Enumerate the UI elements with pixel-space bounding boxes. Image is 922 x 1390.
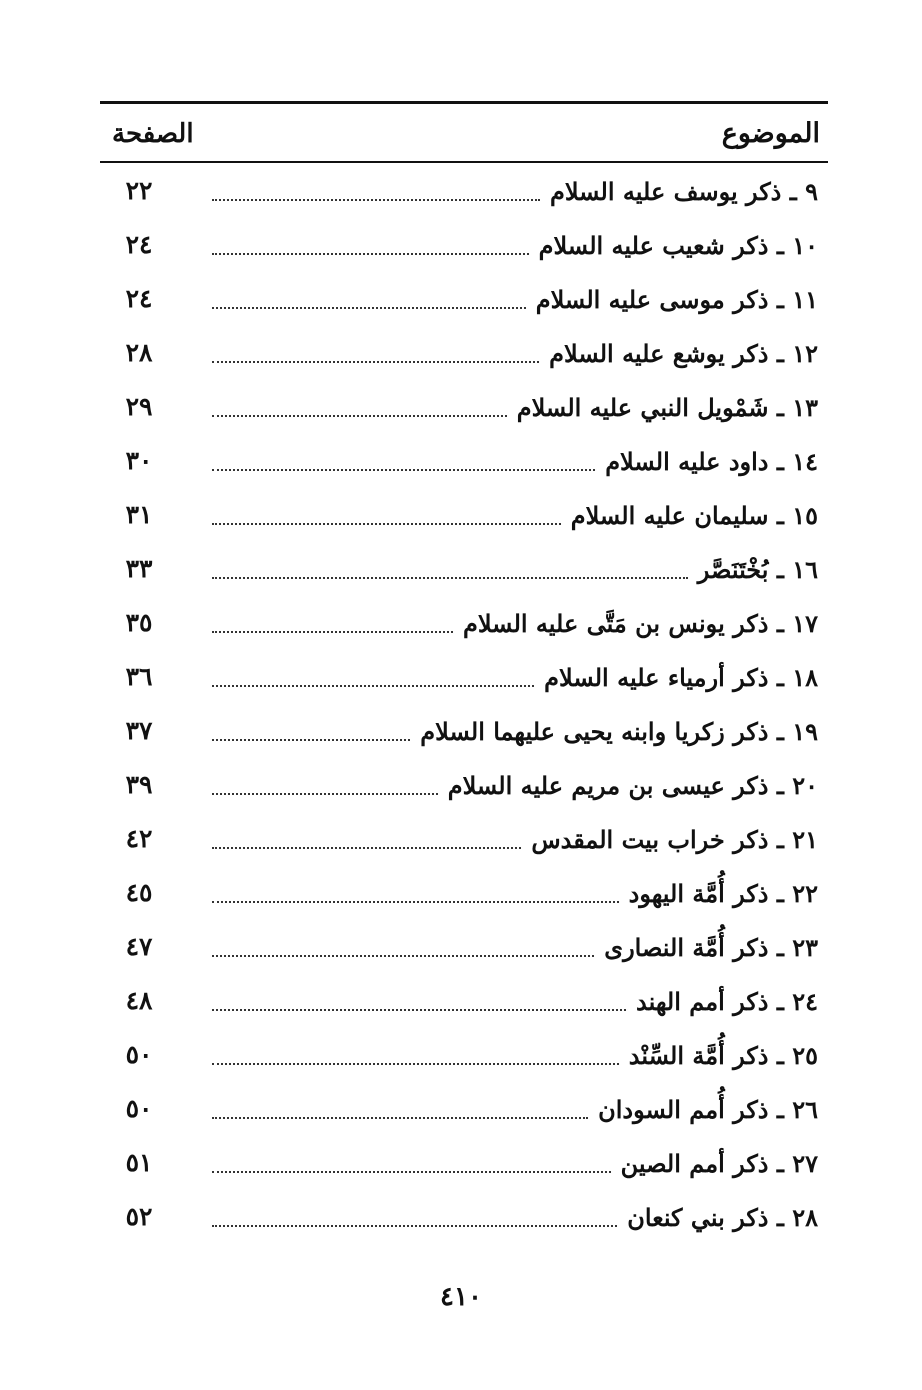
page-number: ٤١٠: [440, 1282, 482, 1312]
toc-entry-title: ٢٣ ـ ذكر أُمَّة النصارى: [604, 932, 818, 962]
toc-entry-page: ٢٤: [125, 230, 153, 259]
toc-entry-title: ٢٤ ـ ذكر أمم الهند: [636, 986, 818, 1016]
toc-entry-title: ٩ ـ ذكر يوسف عليه السلام: [549, 176, 818, 206]
toc-entries: [100, 164, 828, 1244]
subject-column-heading: الموضوع: [721, 118, 820, 149]
toc-entry: [100, 488, 828, 542]
dot-leader: [212, 739, 410, 741]
dot-leader: [212, 415, 507, 417]
toc-entry: [100, 704, 828, 758]
toc-entry-page: ٣١: [125, 500, 153, 529]
dot-leader: [212, 955, 594, 957]
toc-entry-page: ٣٥: [125, 608, 153, 637]
dot-leader: [212, 1225, 617, 1227]
toc-entry-title: ١٥ ـ سليمان عليه السلام: [570, 500, 818, 530]
toc-entry-title: ١٦ ـ بُخْتَنَصَّر: [697, 554, 818, 584]
header-rule: [100, 161, 828, 163]
toc-entry-page: ٢٤: [125, 284, 153, 313]
dot-leader: [212, 253, 529, 255]
dot-leader: [212, 469, 595, 471]
toc-entry: [100, 434, 828, 488]
toc-entry-title: ٢٨ ـ ذكر بني كنعان: [627, 1202, 818, 1232]
toc-entry: [100, 866, 828, 920]
toc-entry-page: ٢٩: [125, 392, 153, 421]
toc-entry: [100, 650, 828, 704]
toc-entry: [100, 1028, 828, 1082]
toc-entry-page: ٤٧: [125, 932, 153, 961]
dot-leader: [212, 1009, 626, 1011]
dot-leader: [212, 523, 561, 525]
toc-entry-page: ٣٩: [125, 770, 153, 799]
dot-leader: [212, 847, 521, 849]
dot-leader: [212, 631, 453, 633]
toc-entry-title: ١٨ ـ ذكر أرمياء عليه السلام: [544, 662, 818, 692]
toc-entry: [100, 758, 828, 812]
toc-entry-title: ١٩ ـ ذكر زكريا وابنه يحيى عليهما السلام: [420, 716, 818, 746]
toc-entry: [100, 596, 828, 650]
toc-entry-page: ٣٠: [125, 446, 153, 475]
dot-leader: [212, 793, 438, 795]
toc-entry-title: ١٠ ـ ذكر شعيب عليه السلام: [538, 230, 818, 260]
toc-entry-page: ٣٧: [125, 716, 153, 745]
toc-entry-page: ٥٠: [125, 1040, 153, 1069]
dot-leader: [212, 685, 534, 687]
toc-entry: [100, 218, 828, 272]
toc-entry-page: ٢٨: [125, 338, 153, 367]
toc-entry: [100, 1136, 828, 1190]
toc-entry-title: ١٤ ـ داود عليه السلام: [605, 446, 818, 476]
toc-entry-page: ٤٥: [125, 878, 153, 907]
toc-entry-title: ٢٦ ـ ذكر أُمم السودان: [598, 1094, 818, 1124]
toc-entry-page: ٤٨: [125, 986, 153, 1015]
toc-entry-page: ٥٢: [125, 1202, 153, 1231]
toc-entry-page: ٣٣: [125, 554, 153, 583]
dot-leader: [212, 901, 619, 903]
toc-entry: [100, 542, 828, 596]
toc-entry: [100, 326, 828, 380]
dot-leader: [212, 1063, 619, 1065]
toc-entry-title: ١٣ ـ شَمْويل النبي عليه السلام: [516, 392, 818, 422]
toc-entry: [100, 380, 828, 434]
toc-entry-title: ١٢ ـ ذكر يوشع عليه السلام: [549, 338, 818, 368]
toc-entry: [100, 974, 828, 1028]
toc-entry: [100, 164, 828, 218]
toc-header: [100, 112, 828, 156]
dot-leader: [212, 1171, 611, 1173]
toc-entry-title: ٢٥ ـ ذكر أُمَّة السِّنْد: [628, 1040, 818, 1070]
toc-entry-title: ١٧ ـ ذكر يونس بن مَتَّى عليه السلام: [462, 608, 818, 638]
toc-entry-page: ٥١: [125, 1148, 153, 1177]
page-column-heading: الصفحة: [112, 119, 194, 149]
dot-leader: [212, 361, 539, 363]
toc-entry: [100, 812, 828, 866]
toc-entry-page: ٥٠: [125, 1094, 153, 1123]
top-rule: [100, 101, 828, 104]
toc-entry: [100, 1190, 828, 1244]
dot-leader: [212, 199, 540, 201]
toc-entry-page: ٢٢: [125, 176, 153, 205]
toc-entry-page: ٣٦: [125, 662, 153, 691]
toc-entry-title: ١١ ـ ذكر موسى عليه السلام: [535, 284, 818, 314]
dot-leader: [212, 1117, 588, 1119]
toc-entry-title: ٢٧ ـ ذكر أمم الصين: [620, 1148, 818, 1178]
toc-entry-title: ٢١ ـ ذكر خراب بيت المقدس: [531, 824, 818, 854]
toc-entry-page: ٤٢: [125, 824, 153, 853]
dot-leader: [212, 307, 526, 309]
toc-entry: [100, 272, 828, 326]
toc-entry-title: ٢٠ ـ ذكر عيسى بن مريم عليه السلام: [447, 770, 818, 800]
toc-entry: [100, 920, 828, 974]
toc-entry-title: ٢٢ ـ ذكر أُمَّة اليهود: [628, 878, 818, 908]
dot-leader: [212, 577, 688, 579]
toc-entry: [100, 1082, 828, 1136]
